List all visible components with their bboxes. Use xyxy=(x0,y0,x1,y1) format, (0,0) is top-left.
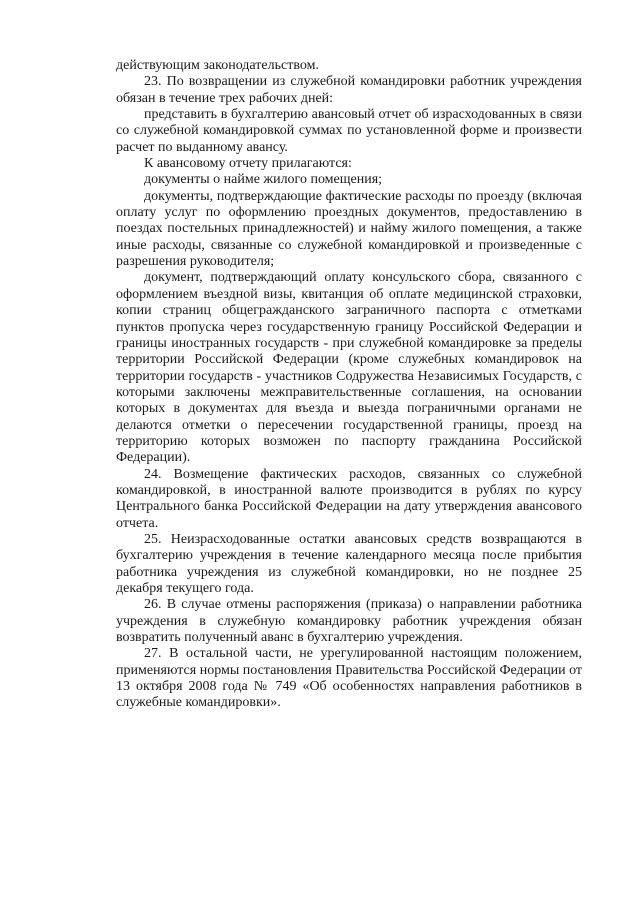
paragraph-consular-fee-documents: документ, подтверждающий оплату консульского сбора, связанного с оформлением въездной визы, квитанция об оплате медицинской страховки, копии страниц общегражданского заграничного паспорта с отметками пунктов пропуска через государственную границу Российской Федерации и границы иностранных государств - при служебной командировке за пределы территории Российской Федерации (кроме служебных командировок на территории государств - участников Содружества Независимых Государств, с которыми заключены межправительственные соглашения, на основании которых в документах для въезда и выезда пограничными органами не делаются отметки о пересечении государственной границы, проезд на территорию которых возможен по паспорту гражданина Российской Федерации). xyxy=(116,270,582,466)
paragraph-expense-documents: документы, подтверждающие фактические расходы по проезду (включая оплату услуг по оформлению проездных документов, предоставлению в поездах постельных принадлежностей) и найму жилого помещения, а также иные расходы, связанные со служебной командировкой и произведенные с разрешения руководителя; xyxy=(116,188,582,270)
paragraph-item-27: 27. В остальной части, не урегулированной настоящим положением, применяются нормы постановления Правительства Российской Федерации от 13 октября 2008 года № 749 «Об особенностях направления работников в служебные командировки». xyxy=(116,646,582,711)
paragraph-item-24: 24. Возмещение фактических расходов, связанных со служебной командировкой, в иностранной валюте производится в рублях по курсу Центрального банка Российской Федерации на дату утверждения авансового отчета. xyxy=(116,466,582,531)
paragraph-housing-documents: документы о найме жилого помещения; xyxy=(144,172,383,188)
paragraph-item-25: 25. Неизрасходованные остатки авансовых средств возвращаются в бухгалтерию учреждения в течение календарного месяца после прибытия работника учреждения из служебной командировки, но не позднее 25 декабря текущего года. xyxy=(116,531,582,596)
paragraph-attachments-intro: К авансовому отчету прилагаются: xyxy=(144,156,352,172)
document-body xyxy=(116,58,582,712)
paragraph-item-23: 23. По возвращении из служебной командировки работник учреждения обязан в течение трех рабочих дней: xyxy=(116,74,582,106)
paragraph-item-26: 26. В случае отмены распоряжения (приказа) о направлении работника учреждения в служебную командировку работник учреждения обязан возвратить полученный аванс в бухгалтерию учреждения. xyxy=(116,597,582,646)
paragraph-continuation: действующим законодательством. xyxy=(116,58,319,73)
paragraph-advance-report-duty: представить в бухгалтерию авансовый отчет об израсходованных в связи со служебной командировкой суммах по установленной форме и произвести расчет по выданному авансу. xyxy=(116,107,582,155)
